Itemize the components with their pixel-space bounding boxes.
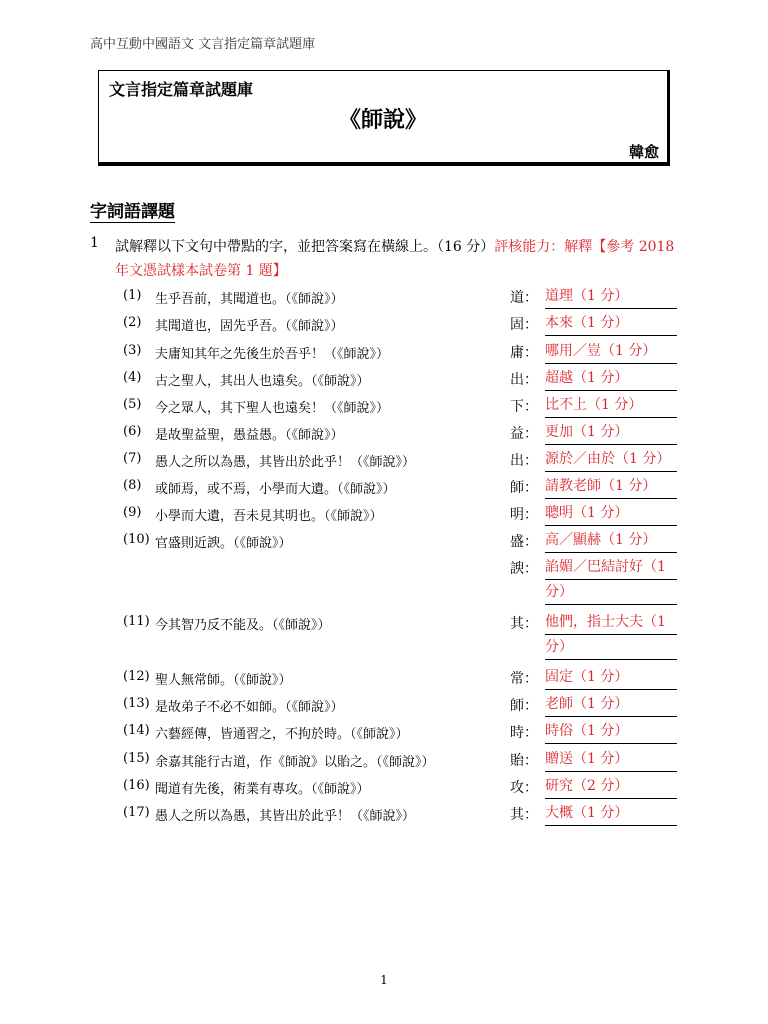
item-sentence: 是故聖益聖，愚益愚。（《師說》） — [155, 428, 344, 443]
item-number: (13) — [123, 696, 150, 711]
item-sentence: 古之聖人，其出人也遠矣。（《師說》） — [155, 374, 370, 389]
answer-target-char: 其： — [510, 616, 538, 632]
answer-target-char: 出： — [510, 372, 538, 388]
answer-target-char: 盛： — [510, 534, 538, 550]
answer-line — [545, 610, 677, 660]
answer-text: 諂媚／巴結討好（1 — [545, 555, 677, 580]
answer-target-char: 明： — [510, 507, 538, 523]
answer-target-char: 師： — [510, 480, 538, 496]
answer-target-char: 時： — [510, 725, 538, 741]
item-sentence: 今其智乃反不能及。（《師說》） — [155, 618, 331, 633]
item-number: (6) — [123, 424, 142, 439]
item-sentence: 官盛則近諛。（《師說》） — [155, 536, 292, 551]
item-number: (11) — [123, 614, 150, 629]
question-text — [115, 235, 685, 283]
item-sentence: 小學而大遺，吾未見其明也。（《師說》） — [155, 509, 383, 524]
answer-line — [545, 420, 677, 445]
item-sentence: 生乎吾前，其聞道也。（《師說》） — [155, 292, 344, 307]
item-number: (17) — [123, 805, 150, 820]
item-number: (3) — [123, 343, 142, 358]
question-number: 1 — [90, 235, 99, 251]
item-number: (16) — [123, 778, 150, 793]
page-header: 高中互動中國語文 文言指定篇章試題庫 — [90, 37, 316, 52]
answer-target-char: 攻： — [510, 780, 538, 796]
answer-target-char: 庸： — [510, 345, 538, 361]
answer-line — [545, 284, 677, 309]
answer-line — [545, 801, 677, 826]
item-sentence: 今之眾人，其下聖人也遠矣！（《師說》） — [155, 401, 390, 416]
item-sentence: 聞道有先後，術業有專攻。（《師說》） — [155, 782, 370, 797]
item-sentence: 聖人無常師。（《師說》） — [155, 673, 292, 688]
answer-target-char: 下： — [510, 399, 538, 415]
answer-target-char: 常： — [510, 671, 538, 687]
section-title: 字詞語譯題 — [90, 202, 175, 222]
answer-line — [545, 692, 677, 717]
box-author: 韓愈 — [628, 143, 659, 161]
answer-line — [545, 528, 677, 553]
answer-line — [545, 774, 677, 799]
item-number: (14) — [123, 723, 150, 738]
item-sentence: 愚人之所以為愚，其皆出於此乎！（《師說》） — [155, 809, 416, 824]
item-number: (7) — [123, 451, 142, 466]
answer-text: 源於／由於（1 分） — [545, 447, 677, 472]
answer-target-char: 固： — [510, 317, 538, 333]
answer-target-char: 出： — [510, 453, 538, 469]
answer-text: 大概（1 分） — [545, 801, 677, 826]
item-sentence: 或師焉，或不焉，小學而大遺。（《師說》） — [155, 482, 396, 497]
question-instruction: 試解釋以下文句中帶點的字，並把答案寫在橫線上。（16 分） — [115, 239, 495, 255]
title-box — [98, 70, 670, 166]
item-number: (9) — [123, 505, 142, 520]
item-sentence: 六藝經傳，皆通習之，不拘於時。（《師說》） — [155, 727, 409, 742]
item-sentence: 夫庸知其年之先後生於吾乎！（《師說》） — [155, 347, 390, 362]
answer-line — [545, 366, 677, 391]
answer-line — [545, 665, 677, 690]
answer-text: 請教老師（1 分） — [545, 474, 677, 499]
answer-text: 老師（1 分） — [545, 692, 677, 717]
answer-text: 贈送（1 分） — [545, 747, 677, 772]
answer-line — [545, 311, 677, 336]
answer-line — [545, 501, 677, 526]
item-number: (10) — [123, 532, 150, 547]
answer-line — [545, 447, 677, 472]
box-main-title: 《師說》 — [338, 107, 427, 133]
answer-target-char: 道： — [510, 290, 538, 306]
answer-line — [545, 474, 677, 499]
item-sentence: 余嘉其能行古道，作《師說》以貽之。（《師說》） — [155, 755, 435, 770]
answer-text: 固定（1 分） — [545, 665, 677, 690]
answer-text: 更加（1 分） — [545, 420, 677, 445]
answer-line — [545, 393, 677, 418]
answer-text: 本來（1 分） — [545, 311, 677, 336]
answer-text: 高／顯赫（1 分） — [545, 528, 677, 553]
answer-text: 時俗（1 分） — [545, 719, 677, 744]
item-number: (1) — [123, 288, 142, 303]
answer-text: 分） — [545, 635, 677, 660]
answer-line — [545, 555, 677, 605]
item-number: (4) — [123, 370, 142, 385]
answer-text: 研究（2 分） — [545, 774, 677, 799]
answer-text: 他們，指士大夫（1 — [545, 610, 677, 635]
answer-target-char: 其： — [510, 807, 538, 823]
answer-target-char: 師： — [510, 698, 538, 714]
answer-target-char: 益： — [510, 426, 538, 442]
answer-text: 分） — [545, 580, 677, 605]
answer-text: 聰明（1 分） — [545, 501, 677, 526]
answer-text: 超越（1 分） — [545, 366, 677, 391]
page-number: 1 — [380, 973, 388, 987]
item-number: (8) — [123, 478, 142, 493]
answer-line — [545, 719, 677, 744]
question-assessment-note: 評核能力：解釋【參考 2018 年文憑試樣本試卷第 1 題】 — [115, 239, 675, 279]
answer-line — [545, 339, 677, 364]
item-number: (5) — [123, 397, 142, 412]
item-number: (2) — [123, 315, 142, 330]
answer-text: 道理（1 分） — [545, 284, 677, 309]
item-sentence: 愚人之所以為愚，其皆出於此乎！（《師說》） — [155, 455, 416, 470]
item-sentence: 是故弟子不必不如師。（《師說》） — [155, 700, 344, 715]
answer-text: 比不上（1 分） — [545, 393, 677, 418]
answer-target-char: 貽： — [510, 753, 538, 769]
answer-text: 哪用／豈（1 分） — [545, 339, 677, 364]
answer-line — [545, 747, 677, 772]
item-number: (12) — [123, 669, 150, 684]
item-number: (15) — [123, 751, 150, 766]
item-sentence: 其聞道也，固先乎吾。（《師說》） — [155, 319, 344, 334]
box-title: 文言指定篇章試題庫 — [109, 80, 254, 99]
answer-target-char: 諛： — [510, 561, 538, 577]
